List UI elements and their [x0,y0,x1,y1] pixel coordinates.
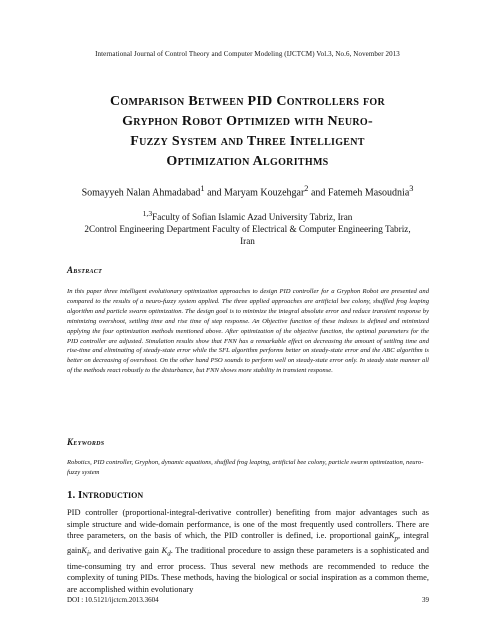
math-subscript: i [87,550,89,559]
math-subscript: p [394,534,398,543]
paragraph-text: . The traditional procedure to assign these parameters is a sophisticated and time-consuming try and error process. Thus several new methods are recommended to reduce the complexity of tuning PIDs. These methods, having the biological or social inspiration as a common theme, are accomplished within evolutionary [67,546,429,594]
affiliation-line: 2Control Engineering Department Faculty of Electrical & Computer Engineering Tabriz, [84,224,411,235]
abstract-heading: Abstract [67,265,103,275]
math-kp [388,531,398,543]
author-list [0,184,495,198]
affiliation-text: Faculty of Sofian Islamic Azad University Tabriz, Iran [152,212,353,223]
paper-title [40,92,455,172]
title-line: Fuzzy System and Three Intelligent [130,134,365,149]
author-name: Somayyeh Nalan Ahmadabad [81,187,201,199]
keywords-heading: Keywords [67,437,105,447]
page-footer [67,596,429,604]
title-line: Gryphon Robot Optimized with Neuro- [122,114,373,129]
author-superscript: 2 [304,184,309,193]
introduction-paragraph [67,507,429,596]
math-symbol: K [81,546,88,556]
paragraph-text: PID controller (proportional-integral-derivative controller) benefiting from major advantages such as simple structure and wide-domain performance, is one of the most frequently used controllers. There are three parameters, on the basis of which, the PID controller is defined, i.e. proportional gain [67,508,429,541]
paragraph-text: , and derivative gain [88,546,162,556]
introduction-heading: 1. Introduction [67,489,144,501]
page-number: 39 [422,596,429,604]
math-symbol: K [388,531,395,541]
paragraph-text: , integral gain [67,531,429,556]
title-line: Comparison Between PID Controllers for [109,94,386,109]
math-kd [161,546,171,559]
keywords-text: Robotics, PID controller, Gryphon, dynamic equations, shuffled frog leaping, artificial bee colony, particle swarm optimization, neuro-fuzzy system [67,459,424,476]
math-symbol: K [161,546,168,556]
author-name: and Maryam Kouzehgar [204,187,305,199]
affiliation-line: Iran [240,236,255,247]
affiliation-superscript: 1,3 [142,209,153,218]
author-superscript: 3 [409,184,414,193]
math-ki [81,546,89,559]
abstract-text: In this paper three intelligent evolutionary optimization approaches to design PID controller for a Gryphon Robot are presented and compared to the results of a neuro-fuzzy system applied. The three applied approaches are artificial bee colony, shuffled frog leaping algorithm and particle swarm optimization. The design goal is to minimize the integral absolute error and reduce transient response by minimizing overshoot, settling time and rise time of step response. An Objective function of these indexes is defined and minimized applying the four optimization methods mentioned above. After optimization of the objective function, the optimal parameters for the PID controller are adjusted. Simulation results show that FNN has a remarkable effect on decreasing the amount of settling time and rise-time and eliminating of steady-state error while the SFL algorithm performs better on steady-state error and the ABC algorithm is better on decreasing of overshoot. On the other hand PSO sounds to perform well on steady-state error only. In steady state manner all of the methods react robustly to the disturbance, but FNN shows more stability in transient response. [67,288,429,375]
author-name: and Fatemeh Masoudnia [308,187,410,199]
affiliations [55,208,440,247]
math-subscript: d [167,550,171,559]
doi-text: DOI : 10.5121/ijctcm.2013.3604 [67,596,159,604]
journal-header: International Journal of Control Theory and Computer Modeling (IJCTCM) Vol.3, No.6, November 2013 [95,50,400,58]
affiliation-line [55,208,440,223]
author-superscript: 1 [200,184,205,193]
title-line: Optimization Algorithms [166,154,329,169]
